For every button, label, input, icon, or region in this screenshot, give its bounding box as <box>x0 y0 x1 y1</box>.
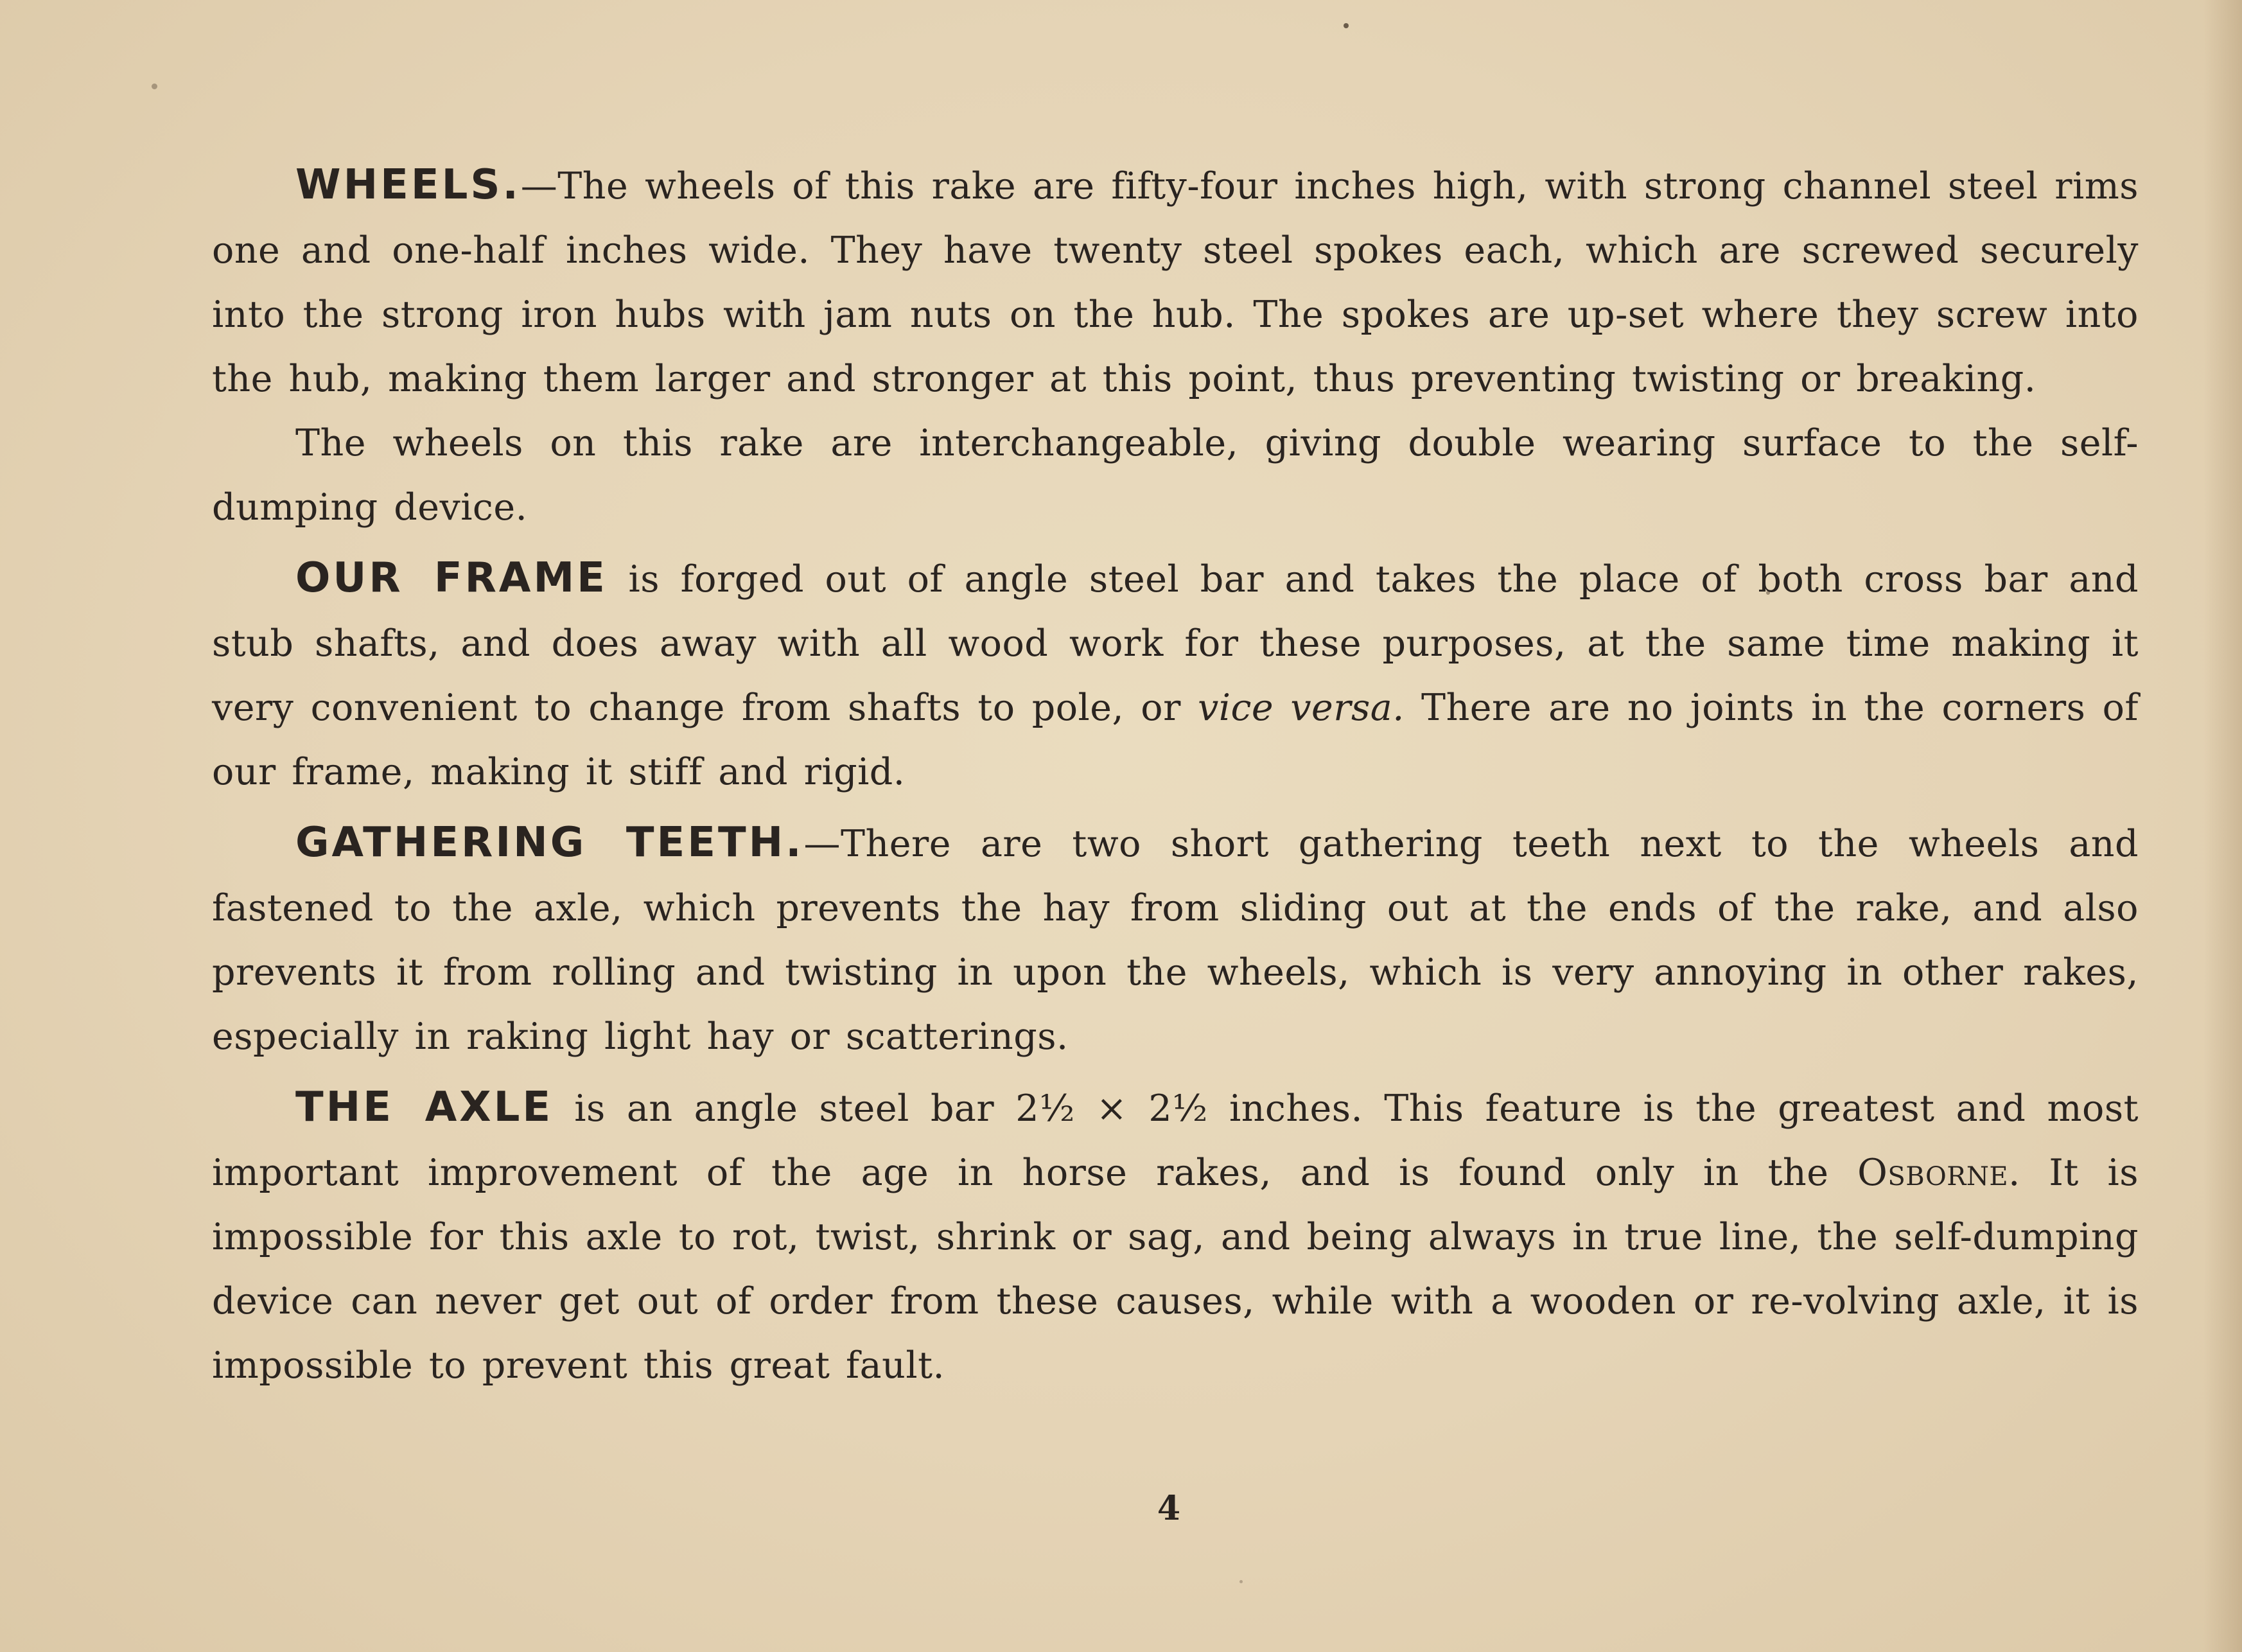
paragraph-frame-text-end: There are no joints in the corners of our frame, making it stiff and rigid. <box>212 687 2139 793</box>
heading-wheels: WHEELS. <box>295 161 521 209</box>
page-edge-shadow <box>2203 0 2242 1652</box>
paragraph-axle <box>212 1075 2139 1398</box>
body-text <box>212 153 2139 1398</box>
paper-speck <box>1344 23 1349 28</box>
brand-name: Osborne <box>1857 1152 2009 1194</box>
paragraph-wheels <box>212 153 2139 411</box>
paper-speck <box>1239 1580 1243 1583</box>
paragraph-frame <box>212 546 2139 804</box>
page-number: 4 <box>1157 1489 1181 1528</box>
paragraph-gathering-teeth-text: —There are two short gathering teeth next to the wheels and fastened to the axle, which prevents the hay from sliding out at the ends of the rake, and also prevents it from rolling and twisting in upon the wheels, which is very annoying in other rakes, especially in raking light hay or scatterings. <box>212 823 2139 1058</box>
paragraph-wheels-interchangeable: The wheels on this rake are interchangeable, giving double wearing surface to the self-dumping device. <box>212 422 2139 529</box>
paragraph-wheels-text: —The wheels of this rake are fifty-four inches high, with strong channel steel rims one and one-half inches wide. They have twenty steel spokes each, which are screwed securely into the strong iron hubs with jam nuts on the hub. The spokes are up-set where they screw into the hub, making them larger and stronger at this point, thus preventing twisting or breaking. <box>212 165 2139 400</box>
paragraph-axle-text: is an angle steel bar 2½ × 2½ inches. This feature is the greatest and most important improvement of the age in horse rakes, and is found only in the <box>212 1087 2139 1194</box>
paragraph-gathering-teeth <box>212 811 2139 1069</box>
paper-speck <box>152 83 157 89</box>
heading-axle: THE AXLE <box>295 1084 554 1131</box>
heading-gathering-teeth: GATHERING TEETH. <box>295 819 804 866</box>
paragraph-frame-italic: vice versa. <box>1198 687 1405 729</box>
paragraph-frame-text: is forged out of angle steel bar and takes the place of both cross bar and stub shafts, and does away with all wood work for these purposes, at the same time making it very convenient to change from shafts to pole, or <box>212 558 2139 729</box>
heading-frame: OUR FRAME <box>295 554 608 602</box>
paragraph-axle-text-end: . It is impossible for this axle to rot, twist, shrink or sag, and being always in true line, the self-dumping device can never get out of order from these causes, while with a wooden or re-volving axle, it is impossible to prevent this great fault. <box>212 1152 2139 1387</box>
